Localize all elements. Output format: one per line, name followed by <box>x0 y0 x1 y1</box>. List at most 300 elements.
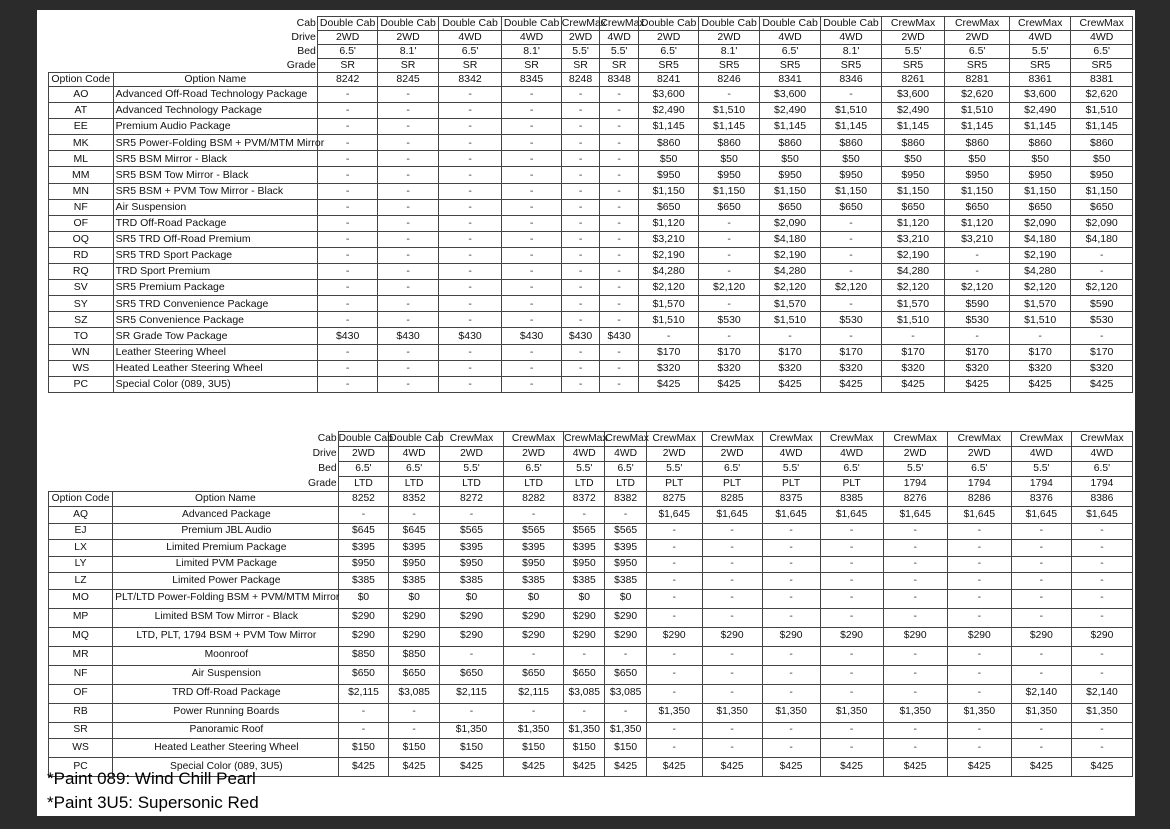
price-cell: $2,190 <box>759 247 820 263</box>
ltd-plt-1794-option-pricing-table <box>48 431 1133 777</box>
price-cell: - <box>947 722 1011 739</box>
price-cell: $2,120 <box>1071 280 1133 296</box>
price-cell: - <box>947 684 1011 703</box>
price-cell: $2,090 <box>1071 215 1133 231</box>
price-cell: $650 <box>638 199 698 215</box>
price-cell: $425 <box>821 376 881 392</box>
grade-label: Grade <box>286 59 316 71</box>
price-cell: $0 <box>439 589 503 608</box>
price-cell: $1,570 <box>638 296 698 312</box>
price-cell: $530 <box>1071 312 1133 328</box>
price-cell: $395 <box>605 540 646 557</box>
price-cell: - <box>883 646 947 665</box>
price-cell: $950 <box>638 167 698 183</box>
price-cell: $50 <box>945 151 1010 167</box>
price-cell: - <box>561 344 600 360</box>
price-cell: $50 <box>1071 151 1133 167</box>
price-cell: $1,510 <box>881 312 945 328</box>
price-cell: - <box>378 167 438 183</box>
price-cell: - <box>947 608 1011 627</box>
price-cell: - <box>561 360 600 376</box>
header-row-bed <box>49 462 1133 477</box>
column-drive: 2WD <box>947 447 1011 462</box>
column-drive: 4WD <box>1071 31 1133 45</box>
price-cell: - <box>702 556 762 573</box>
column-cab: Double Cab <box>821 17 881 31</box>
price-cell: $1,645 <box>762 507 820 524</box>
column-grade: SR5 <box>759 59 820 73</box>
price-cell: $3,600 <box>881 87 945 103</box>
price-cell: - <box>821 264 881 280</box>
price-cell: - <box>438 247 502 263</box>
column-bed: 5.5' <box>646 462 702 477</box>
option-code: LZ <box>49 573 113 590</box>
price-cell: $950 <box>564 556 605 573</box>
price-cell: - <box>1009 328 1070 344</box>
price-cell: - <box>1011 665 1071 684</box>
price-cell: - <box>1071 328 1133 344</box>
column-cab: CrewMax <box>820 432 883 447</box>
price-cell: $320 <box>881 360 945 376</box>
price-cell: $50 <box>881 151 945 167</box>
table-row <box>49 280 1133 296</box>
column-grade: PLT <box>762 477 820 492</box>
table-row <box>49 312 1133 328</box>
price-cell: $2,620 <box>945 87 1010 103</box>
price-cell: $4,280 <box>881 264 945 280</box>
blank-cell <box>49 477 113 492</box>
price-cell: - <box>561 280 600 296</box>
column-cab: CrewMax <box>702 432 762 447</box>
option-name: Premium Audio Package <box>113 119 317 135</box>
price-cell: $950 <box>338 556 389 573</box>
price-cell: $1,645 <box>646 507 702 524</box>
header-row-drive <box>49 31 1133 45</box>
model-code: 8261 <box>881 73 945 87</box>
price-cell: $1,145 <box>759 119 820 135</box>
column-cab: CrewMax <box>1071 17 1133 31</box>
column-grade: SR5 <box>1071 59 1133 73</box>
price-cell: $950 <box>1009 167 1070 183</box>
price-cell: $1,150 <box>1009 183 1070 199</box>
price-cell: $1,145 <box>821 119 881 135</box>
column-bed: 6.5' <box>638 45 698 59</box>
price-cell: - <box>378 247 438 263</box>
column-cab: CrewMax <box>945 17 1010 31</box>
price-cell: - <box>600 167 639 183</box>
column-bed: 6.5' <box>1071 462 1132 477</box>
price-cell: $1,150 <box>821 183 881 199</box>
price-cell: $425 <box>759 376 820 392</box>
price-cell: - <box>378 376 438 392</box>
price-cell: - <box>762 684 820 703</box>
price-cell: $860 <box>881 135 945 151</box>
table-row <box>49 722 1133 739</box>
price-cell: $320 <box>699 360 759 376</box>
price-cell: $850 <box>338 646 389 665</box>
option-code: NF <box>49 665 113 684</box>
price-cell: - <box>338 722 389 739</box>
price-cell: - <box>504 703 564 722</box>
option-code: SR <box>49 722 113 739</box>
price-cell: - <box>438 231 502 247</box>
price-cell: - <box>338 507 389 524</box>
price-cell: - <box>762 540 820 557</box>
price-cell: - <box>378 264 438 280</box>
option-code: MM <box>49 167 114 183</box>
column-drive: 4WD <box>820 447 883 462</box>
table-row <box>49 215 1133 231</box>
column-drive: 4WD <box>600 31 639 45</box>
price-cell: $1,645 <box>883 507 947 524</box>
price-cell: $290 <box>338 627 389 646</box>
price-cell: $425 <box>638 376 698 392</box>
price-cell: - <box>502 247 561 263</box>
price-cell: - <box>378 135 438 151</box>
table-row <box>49 589 1133 608</box>
column-cab: Double Cab <box>317 17 377 31</box>
price-cell: $4,280 <box>759 264 820 280</box>
price-cell: $50 <box>638 151 698 167</box>
price-cell: $650 <box>504 665 564 684</box>
price-cell: - <box>561 87 600 103</box>
price-cell: $2,115 <box>439 684 503 703</box>
option-code: MK <box>49 135 114 151</box>
price-cell: $1,350 <box>702 703 762 722</box>
table-row <box>49 199 1133 215</box>
option-name: Heated Leather Steering Wheel <box>113 739 338 758</box>
column-grade: PLT <box>702 477 762 492</box>
price-cell: - <box>438 199 502 215</box>
column-cab: CrewMax <box>605 432 646 447</box>
price-cell: - <box>821 296 881 312</box>
table-row <box>49 328 1133 344</box>
table-row <box>49 665 1133 684</box>
price-cell: $170 <box>881 344 945 360</box>
price-cell: - <box>1071 523 1132 540</box>
price-cell: - <box>338 703 389 722</box>
option-name: Panoramic Roof <box>113 722 338 739</box>
price-cell: - <box>702 608 762 627</box>
price-cell: $650 <box>945 199 1010 215</box>
option-code: NF <box>49 199 114 215</box>
column-grade: SR5 <box>1009 59 1070 73</box>
price-cell: - <box>438 264 502 280</box>
price-cell: $1,150 <box>759 183 820 199</box>
price-cell: $425 <box>564 758 605 777</box>
price-cell: - <box>762 608 820 627</box>
price-cell: $150 <box>564 739 605 758</box>
table-row <box>49 151 1133 167</box>
option-name: SR5 BSM Tow Mirror - Black <box>113 167 317 183</box>
price-cell: $565 <box>504 523 564 540</box>
price-cell: $530 <box>821 312 881 328</box>
column-grade: PLT <box>646 477 702 492</box>
footnote-paint-3u5: *Paint 3U5: Supersonic Red <box>47 793 259 812</box>
price-cell: - <box>646 540 702 557</box>
price-cell: $320 <box>638 360 698 376</box>
price-cell: $290 <box>439 608 503 627</box>
column-grade: SR5 <box>821 59 881 73</box>
option-name: SR5 Premium Package <box>113 280 317 296</box>
option-name-header: Option Name <box>113 492 338 507</box>
price-cell: - <box>317 376 377 392</box>
price-cell: $425 <box>1011 758 1071 777</box>
price-cell: $950 <box>439 556 503 573</box>
price-cell: $1,570 <box>1009 296 1070 312</box>
column-drive: 2WD <box>883 447 947 462</box>
column-drive: 2WD <box>338 447 389 462</box>
option-name: Power Running Boards <box>113 703 338 722</box>
model-code: 8341 <box>759 73 820 87</box>
price-sheet <box>37 10 1135 816</box>
price-cell: $2,115 <box>338 684 389 703</box>
price-cell: $290 <box>389 608 440 627</box>
price-cell: - <box>439 703 503 722</box>
price-cell: - <box>438 280 502 296</box>
price-cell: - <box>883 684 947 703</box>
column-drive: 4WD <box>1011 447 1071 462</box>
price-cell: $950 <box>389 556 440 573</box>
price-cell: - <box>699 296 759 312</box>
price-cell: - <box>317 119 377 135</box>
blank-cell <box>49 447 113 462</box>
price-cell: - <box>600 135 639 151</box>
table-row <box>49 119 1133 135</box>
price-cell: $530 <box>945 312 1010 328</box>
price-cell: $2,120 <box>881 280 945 296</box>
price-cell: $2,490 <box>1009 103 1070 119</box>
price-cell: - <box>600 151 639 167</box>
price-cell: - <box>1011 523 1071 540</box>
price-cell: $2,120 <box>945 280 1010 296</box>
model-code: 8282 <box>504 492 564 507</box>
column-drive: 4WD <box>605 447 646 462</box>
price-cell: - <box>947 739 1011 758</box>
price-cell: - <box>600 264 639 280</box>
price-cell: $430 <box>561 328 600 344</box>
column-cab: CrewMax <box>881 17 945 31</box>
price-cell: $50 <box>759 151 820 167</box>
price-cell: $1,645 <box>947 507 1011 524</box>
price-cell: - <box>317 264 377 280</box>
price-cell: - <box>561 151 600 167</box>
table-row <box>49 183 1133 199</box>
price-cell: $1,570 <box>759 296 820 312</box>
model-code: 8375 <box>762 492 820 507</box>
price-cell: - <box>600 344 639 360</box>
price-cell: $1,120 <box>881 215 945 231</box>
price-cell: $860 <box>945 135 1010 151</box>
price-cell: $290 <box>439 627 503 646</box>
price-cell: $50 <box>1009 151 1070 167</box>
column-drive: 4WD <box>502 31 561 45</box>
price-cell: - <box>646 573 702 590</box>
table-row <box>49 87 1133 103</box>
header-row-cab <box>49 432 1133 447</box>
price-cell: $2,090 <box>1009 215 1070 231</box>
option-name: SR5 TRD Off-Road Premium <box>113 231 317 247</box>
price-cell: - <box>504 646 564 665</box>
price-cell: - <box>438 215 502 231</box>
price-cell: $650 <box>1071 199 1133 215</box>
price-cell: $1,145 <box>1009 119 1070 135</box>
model-code: 8248 <box>561 73 600 87</box>
header-row-cab <box>49 17 1133 31</box>
price-cell: $385 <box>564 573 605 590</box>
column-bed: 5.5' <box>561 45 600 59</box>
column-grade: SR <box>438 59 502 73</box>
price-cell: - <box>600 87 639 103</box>
price-cell: $1,570 <box>881 296 945 312</box>
column-drive: 2WD <box>646 447 702 462</box>
column-grade: SR5 <box>638 59 698 73</box>
column-drive: 4WD <box>389 447 440 462</box>
price-cell: - <box>561 199 600 215</box>
price-cell: $4,180 <box>1071 231 1133 247</box>
price-cell: - <box>1011 573 1071 590</box>
option-name: Advanced Off-Road Technology Package <box>113 87 317 103</box>
price-cell: $290 <box>820 627 883 646</box>
price-cell: - <box>561 376 600 392</box>
option-code: PC <box>49 758 113 777</box>
price-cell: $430 <box>317 328 377 344</box>
column-bed: 5.5' <box>564 462 605 477</box>
price-cell: - <box>502 264 561 280</box>
price-cell: $425 <box>646 758 702 777</box>
price-cell: - <box>378 151 438 167</box>
price-cell: - <box>646 556 702 573</box>
price-cell: - <box>561 167 600 183</box>
column-grade: 1794 <box>1071 477 1132 492</box>
price-cell: - <box>502 119 561 135</box>
blank-cell <box>49 59 114 73</box>
model-code: 8361 <box>1009 73 1070 87</box>
option-code: WS <box>49 360 114 376</box>
price-cell: - <box>600 296 639 312</box>
price-cell: - <box>378 199 438 215</box>
price-cell: - <box>389 703 440 722</box>
price-cell: $170 <box>1071 344 1133 360</box>
table-row <box>49 264 1133 280</box>
table-row <box>49 296 1133 312</box>
price-cell: - <box>561 296 600 312</box>
price-cell: - <box>699 215 759 231</box>
option-name: SR5 TRD Sport Package <box>113 247 317 263</box>
price-cell: $1,350 <box>646 703 702 722</box>
price-cell: $170 <box>1009 344 1070 360</box>
price-cell: $1,350 <box>762 703 820 722</box>
option-code: OQ <box>49 231 114 247</box>
option-name: Special Color (089, 3U5) <box>113 758 338 777</box>
option-code-header: Option Code <box>49 492 113 507</box>
table-row <box>49 627 1133 646</box>
price-cell: - <box>1011 540 1071 557</box>
price-cell: $1,350 <box>820 703 883 722</box>
price-cell: - <box>638 328 698 344</box>
header-row-bed <box>49 45 1133 59</box>
column-drive: 2WD <box>881 31 945 45</box>
price-cell: $1,350 <box>605 722 646 739</box>
table-row <box>49 231 1133 247</box>
column-bed: 8.1' <box>821 45 881 59</box>
price-cell: - <box>439 646 503 665</box>
price-cell: $1,350 <box>883 703 947 722</box>
price-cell: - <box>378 87 438 103</box>
price-cell: - <box>947 573 1011 590</box>
price-cell: - <box>702 523 762 540</box>
model-code: 8276 <box>883 492 947 507</box>
column-drive: 4WD <box>1009 31 1070 45</box>
price-cell: $4,280 <box>1009 264 1070 280</box>
price-cell: $320 <box>759 360 820 376</box>
price-cell: - <box>646 608 702 627</box>
option-code: EJ <box>49 523 113 540</box>
price-cell: - <box>605 646 646 665</box>
price-cell: - <box>1071 540 1132 557</box>
column-grade: SR <box>600 59 639 73</box>
model-code: 8241 <box>638 73 698 87</box>
price-cell: - <box>947 589 1011 608</box>
option-name: Limited BSM Tow Mirror - Black <box>113 608 338 627</box>
price-cell: $650 <box>338 665 389 684</box>
price-cell: $950 <box>759 167 820 183</box>
price-cell: $1,350 <box>564 722 605 739</box>
price-cell: - <box>439 507 503 524</box>
option-code: MQ <box>49 627 113 646</box>
option-name: LTD, PLT, 1794 BSM + PVM Tow Mirror <box>113 627 338 646</box>
option-name-header: Option Name <box>113 73 317 87</box>
column-bed: 6.5' <box>702 462 762 477</box>
option-code: MO <box>49 589 113 608</box>
option-code: SY <box>49 296 114 312</box>
price-cell: - <box>317 103 377 119</box>
price-cell: - <box>702 739 762 758</box>
price-cell: - <box>1011 589 1071 608</box>
price-cell: $425 <box>1071 376 1133 392</box>
price-cell: $565 <box>605 523 646 540</box>
price-cell: $3,210 <box>945 231 1010 247</box>
price-cell: - <box>502 231 561 247</box>
price-cell: - <box>1071 608 1132 627</box>
price-cell: $1,510 <box>699 103 759 119</box>
blank-cell <box>49 462 113 477</box>
price-cell: - <box>502 199 561 215</box>
column-drive: 2WD <box>702 447 762 462</box>
price-cell: - <box>945 328 1010 344</box>
price-cell: - <box>600 119 639 135</box>
price-cell: $590 <box>945 296 1010 312</box>
price-cell: $950 <box>504 556 564 573</box>
price-cell: - <box>1011 556 1071 573</box>
price-cell: - <box>820 608 883 627</box>
column-bed: 6.5' <box>820 462 883 477</box>
price-cell: - <box>1011 739 1071 758</box>
option-name: SR5 TRD Convenience Package <box>113 296 317 312</box>
column-bed: 5.5' <box>600 45 639 59</box>
price-cell: - <box>1011 608 1071 627</box>
price-cell: - <box>820 665 883 684</box>
price-cell: - <box>378 119 438 135</box>
model-code: 8348 <box>600 73 639 87</box>
column-drive: 4WD <box>762 447 820 462</box>
price-cell: - <box>1071 665 1132 684</box>
column-cab: Double Cab <box>699 17 759 31</box>
price-cell: - <box>317 344 377 360</box>
column-cab: Double Cab <box>438 17 502 31</box>
price-cell: - <box>600 231 639 247</box>
column-drive: 4WD <box>438 31 502 45</box>
